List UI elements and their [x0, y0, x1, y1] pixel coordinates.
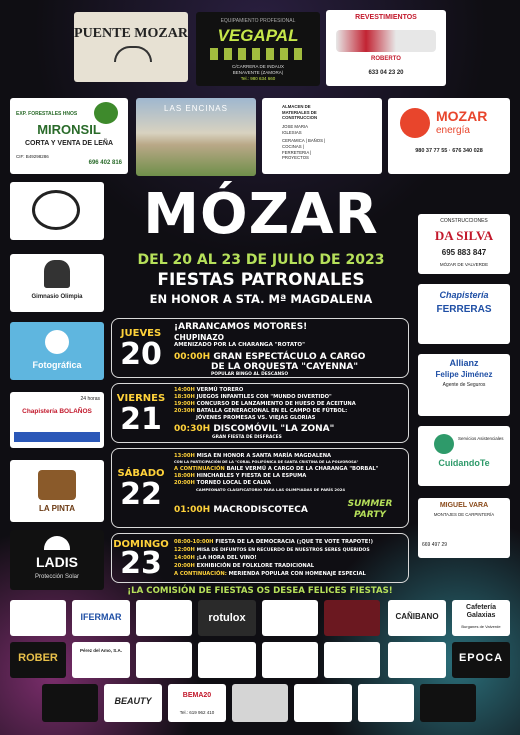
sponsor-name: LA PINTA [39, 504, 75, 513]
day-block [111, 318, 409, 378]
sponsor-tile[interactable] [324, 642, 380, 678]
sponsor-cuidandote[interactable] [418, 426, 510, 486]
sponsor-sub: energía [436, 125, 470, 136]
sponsor-name: DA SILVA [434, 228, 494, 243]
sponsor-name: Gimnasio Olimpia [31, 294, 83, 300]
event-text: GRAN ESPECTÁCULO A CARGO [213, 352, 366, 362]
subtitle-honor: EN HONOR A STA. Mª MAGDALENA [149, 292, 373, 306]
sponsor-tile[interactable] [136, 642, 192, 678]
pub-icon [38, 470, 76, 500]
sponsor-chapisteria-ferreras[interactable] [418, 284, 510, 344]
sponsor-name: LAS ENCINAS [164, 104, 228, 113]
sponsor-la-pinta[interactable] [10, 460, 104, 522]
sponsor-sub: Protección Solar [34, 574, 80, 580]
sponsor-name: LADIS [36, 554, 78, 570]
event-row [174, 466, 378, 472]
sponsor-name: Allianz [449, 358, 479, 368]
sponsor-gimnasio[interactable] [10, 254, 104, 312]
sponsor-miguel-vara[interactable] [418, 498, 510, 558]
sponsor-phone: Tel.: 980 634 660 [240, 76, 276, 81]
sponsor-owner: JOSE MARIA IGLESIAS [282, 124, 308, 135]
sponsor-name: Pérez del Amo, S.A. [79, 648, 123, 653]
sponsor-agent: Felipe Jiménez [435, 370, 493, 379]
event-row [174, 563, 314, 569]
event-time: A CONTINUACIÓN: [174, 571, 227, 577]
sponsor-services: CERAMICA | BAÑOS | COCINAS | FERRETERIA | PROYECTOS [282, 138, 326, 161]
event-text: JUEGOS INFANTILES CON "MUNDO DIVERTIDO" [196, 394, 332, 400]
sponsor-phone: 980 37 77 55 · 676 340 028 [415, 148, 483, 154]
event-row [174, 539, 373, 545]
event-time: 13:00H [174, 453, 195, 459]
subtitle-fiestas: FIESTAS PATRONALES [157, 270, 365, 290]
event-time: 08:00-10:00H [174, 539, 214, 545]
sponsor-ifermar[interactable] [72, 600, 130, 636]
sponsor-hours: 24 horas [80, 396, 100, 402]
sponsor-allianz[interactable] [418, 354, 510, 416]
gym-icon [44, 260, 70, 288]
sponsor-name: MOZAR [436, 108, 488, 124]
day-number: 22 [120, 477, 162, 512]
event-time: 01:00H [174, 505, 211, 515]
sponsor-title: REVESTIMIENTOS [355, 14, 417, 21]
event-time: A CONTINUACIÓN [174, 466, 225, 472]
day-name: DOMINGO [113, 539, 169, 550]
sponsor-las-encinas[interactable] [136, 98, 256, 176]
event-dates: DEL 20 AL 23 DE JULIO DE 2023 [137, 252, 385, 268]
sponsor-tag: CONSTRUCCIONES [440, 218, 488, 224]
event-time: 14:00H [174, 555, 195, 561]
event-row [174, 473, 306, 479]
sponsor-name: IFERMAR [80, 612, 122, 622]
sponsor-name: ROBER [18, 652, 58, 664]
sponsor-city: MÓZAR DE VALVERDE [439, 262, 489, 267]
sponsor-phone: Tel.: 619 962 410 [179, 710, 215, 715]
day-name: VIERNES [116, 393, 166, 404]
event-row [174, 453, 331, 459]
event-text: MISA DE DIFUNTOS EN RECUERDO DE NUESTROS SERES QUERIDOS [196, 548, 370, 553]
event-time: 20:30H [174, 408, 195, 414]
sponsor-name: CAÑIBANO [395, 612, 439, 621]
event-text: VERMÚ TORERO [196, 387, 244, 393]
day-block [111, 448, 409, 528]
camera-icon [45, 330, 69, 354]
sponsor-galaxias[interactable] [452, 600, 510, 636]
event-row [174, 408, 347, 414]
sponsor-tile[interactable] [198, 642, 256, 678]
sun-icon [44, 536, 70, 550]
event-row [174, 424, 334, 434]
sponsor-mironsil[interactable] [10, 98, 128, 174]
event-time: 18:30H [174, 394, 195, 400]
event-row [174, 401, 356, 407]
event-time: 20:00H [174, 480, 195, 486]
event-row [174, 387, 243, 393]
sponsor-tile[interactable] [294, 684, 352, 722]
sponsor-mozar-energia[interactable] [388, 98, 510, 174]
event-text: DE LA ORQUESTA "CAYENNA" [211, 362, 359, 372]
sponsor-vegapal[interactable] [196, 12, 320, 86]
sponsor-tile[interactable] [10, 600, 66, 636]
event-text: EXHIBICIÓN DE FOLKLORE TRADICIONAL [196, 563, 315, 569]
event-text: BAILE VERMÚ A CARGO DE LA CHARANGA "BORBAL" [226, 466, 379, 472]
sponsor-name: Chapistería BOLAÑOS [22, 408, 92, 415]
event-time: 20:00H [174, 563, 195, 569]
paint-banner [336, 30, 436, 52]
sponsor-slogan: CORTA Y VENTA DE LEÑA [24, 140, 114, 147]
sponsor-name: EPOCA [458, 652, 504, 664]
day-number: 21 [120, 402, 162, 437]
sponsor-title: ALMACEN DE MATERIALES DE CONSTRUCCION [282, 104, 318, 121]
sponsor-puente-mozar[interactable] [74, 12, 188, 82]
event-row [174, 547, 370, 553]
event-text: AMENIZADO POR LA CHARANGA "ROTATO" [174, 342, 305, 348]
event-text: CONCURSO DE LANZAMIENTO DE HUESO DE ACEITUNA [196, 401, 356, 407]
sponsor-phone: 695 883 847 [441, 248, 487, 257]
sponsor-bema[interactable] [168, 684, 226, 722]
day-block [111, 533, 409, 583]
event-row [174, 505, 308, 515]
event-time: 14:00H [174, 387, 195, 393]
summer-party-logo: SUMMER PARTY [347, 499, 393, 520]
sponsor-phone: 696 402 816 [88, 160, 122, 166]
event-row [174, 555, 257, 561]
event-text: TORNEO LOCAL DE CALVA [196, 480, 271, 486]
sponsor-role: Agente de Seguros [442, 382, 486, 388]
sponsor-tile[interactable] [262, 600, 318, 636]
sponsor-da-silva[interactable] [418, 214, 510, 274]
day-name: SÁBADO [117, 468, 165, 479]
event-note: POPULAR BINGO AL DESCANSO [211, 372, 289, 377]
heart-hands-icon [434, 434, 454, 454]
event-row [174, 571, 366, 577]
sponsor-name: VEGAPAL [217, 26, 299, 45]
sponsor-moto-logo[interactable] [10, 182, 104, 240]
event-note: CON LA PARTICIPACIÓN DE LA "CORAL POLIFÓNICA DE SANTA CRISTINA DE LA POLVOROSA" [174, 460, 359, 464]
sponsor-tile[interactable] [262, 642, 318, 678]
sponsor-title: Chapistería [439, 290, 489, 300]
event-time: 18:00H [174, 473, 195, 479]
sponsor-revestimientos[interactable] [326, 10, 446, 86]
sponsor-almacen[interactable] [262, 98, 382, 174]
event-row [174, 480, 271, 486]
sponsor-tile[interactable] [420, 684, 476, 722]
sponsor-rotulox[interactable] [198, 600, 256, 636]
sponsor-name: PUENTE MOZAR [74, 26, 188, 41]
sponsor-tile[interactable] [324, 600, 380, 636]
sponsor-tag: EQUIPAMIENTO PROFESIONAL [220, 18, 296, 24]
event-time: 00:00H [174, 352, 211, 362]
event-text: CHUPINAZO [174, 333, 225, 342]
sponsor-name: Cafetería Galaxias [466, 604, 496, 619]
sponsor-name: Fotográfica [32, 360, 82, 370]
sponsor-name: BEMA20 [182, 692, 212, 699]
sponsor-city: Burganes de Valverde [461, 624, 501, 629]
car-stripe [14, 432, 100, 442]
sponsor-name: rotulox [208, 612, 246, 624]
sponsor-beauty[interactable] [104, 684, 162, 722]
sponsor-name: CuidandoTe [438, 458, 490, 468]
sponsor-fotografica[interactable] [10, 322, 104, 380]
event-text: MERIENDA POPULAR CON HOMENAJE ESPECIAL [228, 571, 366, 577]
event-text: JÓVENES PROMESAS VS. VIEJAS GLORIAS [196, 415, 316, 421]
day-name: JUEVES [120, 328, 162, 339]
sponsor-bolanos[interactable] [10, 392, 104, 448]
sponsor-address: C/CARRERA DE INDAUX [231, 64, 284, 69]
event-note: CAMPEONATO CLASIFICATORIO PARA LAS OLIMPIADAS DE PARÍS 2024 [196, 487, 345, 492]
closing-message: ¡LA COMISIÓN DE FIESTAS OS DESEA FELICES FIESTAS! [127, 586, 393, 596]
sponsor-tile[interactable] [136, 600, 192, 636]
sponsor-tile[interactable] [42, 684, 98, 722]
event-row [174, 394, 332, 400]
event-time: 12:00H [174, 547, 195, 553]
event-text: HINCHABLES Y FIESTA DE LA ESPUMA [196, 473, 307, 479]
sponsor-name: MIGUEL VARA [439, 502, 489, 509]
sponsor-rober[interactable] [10, 642, 66, 678]
bridge-icon [114, 46, 152, 62]
tree-icon [94, 102, 118, 124]
event-row [174, 352, 365, 362]
day-number: 23 [120, 546, 162, 581]
event-time: 00:30H [174, 424, 211, 434]
sponsor-perez[interactable] [72, 642, 130, 678]
event-text: MISA EN HONOR A SANTA MARÍA MAGDALENA [196, 453, 332, 459]
sponsor-phone: 633 04 23 20 [368, 70, 404, 76]
day-block [111, 383, 409, 443]
sponsor-tile[interactable] [358, 684, 414, 722]
sponsor-name: MIRONSIL [37, 122, 101, 137]
wings-emblem-icon [32, 190, 80, 230]
sponsor-tile[interactable] [388, 642, 446, 678]
sponsor-sub: Servicios Asistenciales [458, 436, 504, 441]
sponsor-name: BEAUTY [114, 696, 152, 706]
sponsor-cif: CIF: B49298286 [16, 154, 49, 159]
sponsor-name: ROBERTO [371, 56, 401, 62]
event-time: 19:00H [174, 401, 195, 407]
sponsor-canibano[interactable] [388, 600, 446, 636]
sponsor-name: FERRERAS [436, 304, 492, 315]
event-text: ¡LA HORA DEL VINO! [196, 555, 257, 561]
sponsor-tag: EXP. FORESTALES HNOS [16, 111, 78, 117]
sponsor-ladis[interactable] [10, 530, 104, 590]
event-text: DISCOMÓVIL "LA ZONA" [213, 424, 335, 434]
day-number: 20 [120, 337, 162, 372]
event-text: BATALLA GENERACIONAL EN EL CAMPO DE FÚTBOL: [196, 408, 348, 414]
sponsor-epoca[interactable] [452, 642, 510, 678]
sponsor-city: BENAVENTE (ZAMORA) [232, 70, 284, 75]
energy-logo-icon [400, 108, 430, 138]
event-text: MACRODISCOTECA [213, 505, 308, 515]
sponsor-phone: 669 497 29 [422, 542, 448, 548]
event-note: GRAN FIESTA DE DISFRACES [212, 435, 282, 440]
sponsor-sub: MONTAJES DE CARPINTERÍA [433, 512, 495, 517]
sponsor-tile[interactable] [232, 684, 288, 722]
event-text: ¡ARRANCAMOS MOTORES! [174, 322, 308, 332]
page-title: MÓZAR [143, 182, 379, 247]
tools-icons [210, 48, 306, 60]
event-text: FIESTA DE LA DEMOCRACIA (¡QUE TE VOTE TRAPOTE!) [215, 539, 374, 545]
